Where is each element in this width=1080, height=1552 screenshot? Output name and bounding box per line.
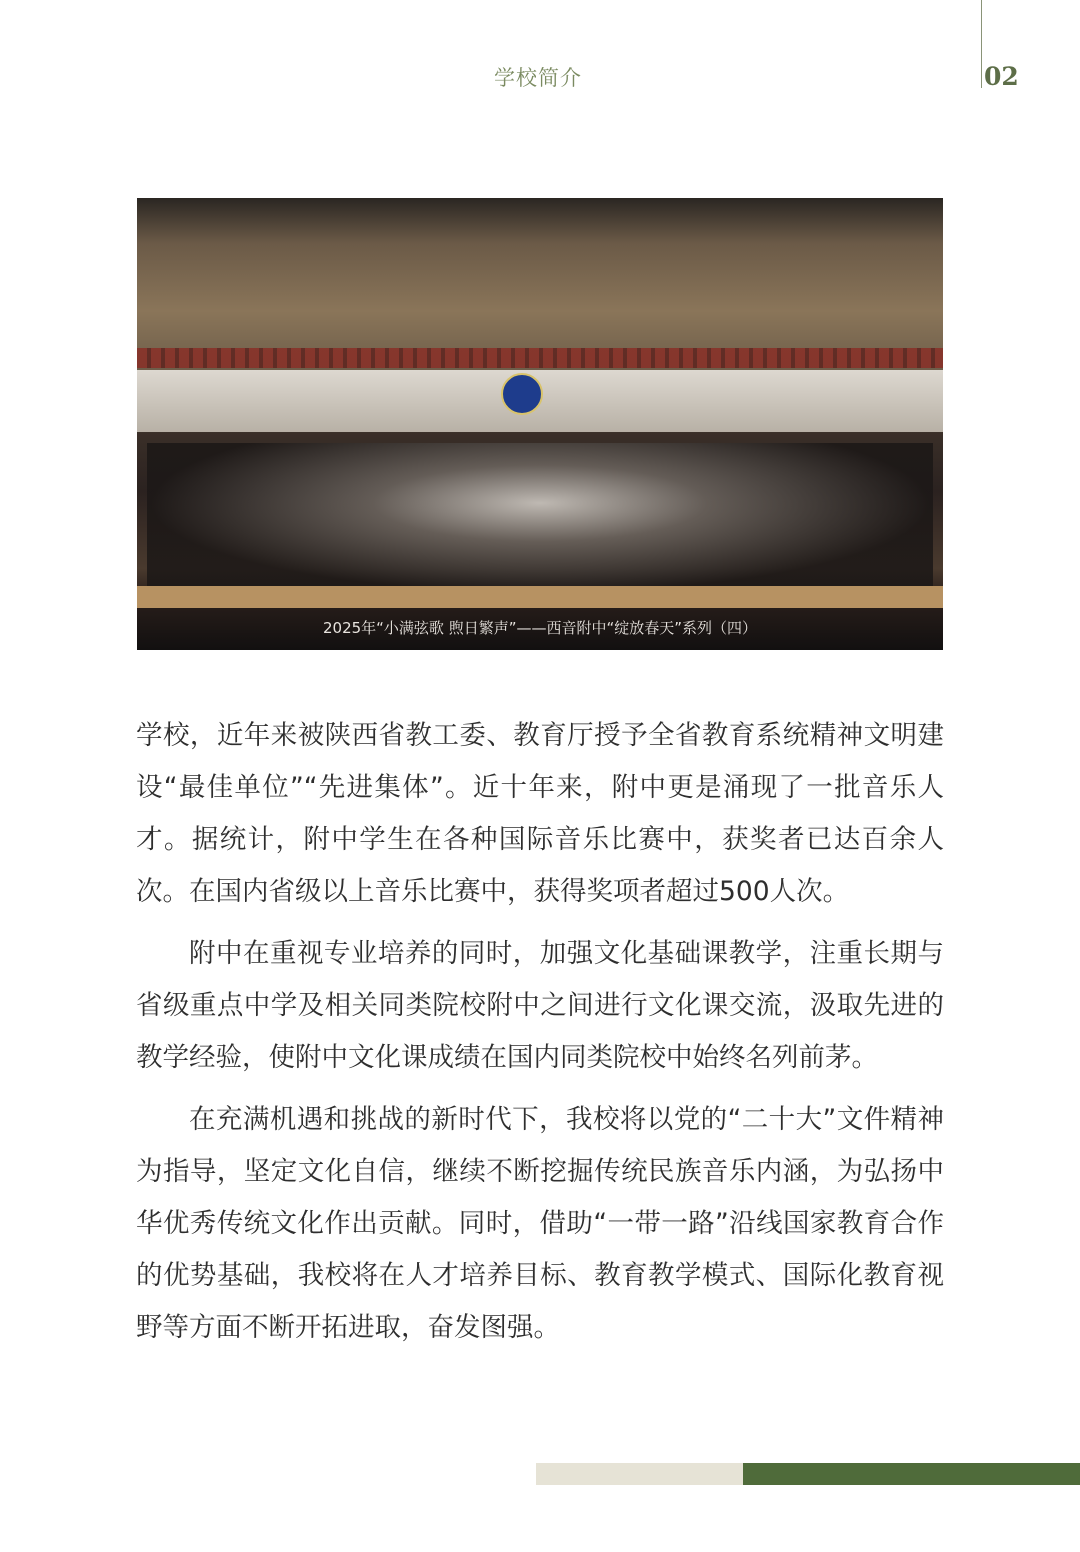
page-number: 02	[984, 62, 1019, 91]
photo-caption: 2025年“小满弦歌 煦日繁声”——西音附中“绽放春天”系列（四）	[322, 619, 758, 637]
photo-stage-floor	[137, 586, 943, 608]
body-text	[136, 710, 944, 1364]
concert-group-photo	[137, 198, 943, 650]
photo-school-logo	[501, 373, 543, 415]
photo-balcony-seats	[137, 348, 943, 368]
photo-orchestra-group	[147, 443, 933, 593]
header-divider	[981, 0, 982, 88]
footer-bar-light	[536, 1463, 743, 1485]
section-title: 学校简介	[494, 66, 582, 90]
paragraph: 学校，近年来被陕西省教工委、教育厅授予全省教育系统精神文明建设“最佳单位”“先进集体”。近十年来，附中更是涌现了一批音乐人才。据统计，附中学生在各种国际音乐比赛中，获奖者已达百余人次。在国内省级以上音乐比赛中，获得奖项者超过500人次。	[136, 720, 944, 907]
footer-bar-green	[743, 1463, 1080, 1485]
paragraph: 附中在重视专业培养的同时，加强文化基础课教学，注重长期与省级重点中学及相关同类院校附中之间进行文化课交流，汲取先进的教学经验，使附中文化课成绩在国内同类院校中始终名列前茅。	[136, 938, 944, 1073]
paragraph: 在充满机遇和挑战的新时代下，我校将以党的“二十大”文件精神为指导，坚定文化自信，继续不断挖掘传统民族音乐内涵，为弘扬中华优秀传统文化作出贡献。同时，借助“一带一路”沿线国家教育合作的优势基础，我校将在人才培养目标、教育教学模式、国际化教育视野等方面不断开拓进取，奋发图强。	[136, 1104, 944, 1343]
